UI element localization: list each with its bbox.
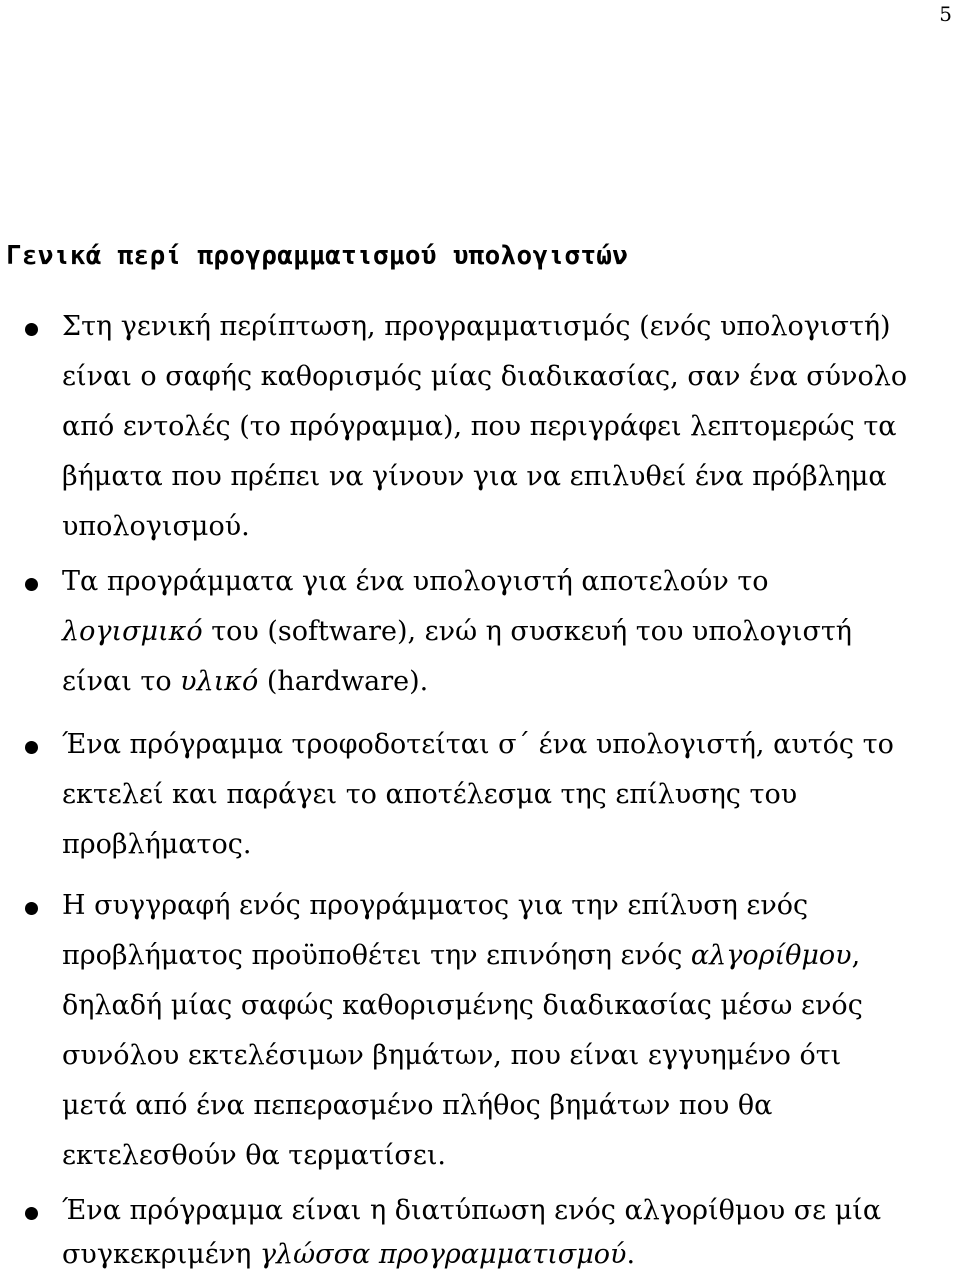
emphasis-algorithm: αλγορίθμου (690, 940, 852, 971)
section-heading: Γενικά περί προγραμματισμού υπολογιστών (6, 241, 629, 271)
bullet-dot-icon (25, 1207, 38, 1220)
bullet-dot-icon (25, 578, 38, 591)
text-line: εκτελεί και παράγει το αποτέλεσμα της επίλυσης του (62, 779, 798, 810)
text-line: μετά από ένα πεπερασμένο πλήθος βημάτων που θα (62, 1090, 773, 1121)
text-line: προβλήματος. (62, 829, 252, 860)
text-line (62, 932, 860, 980)
text-segment: . (626, 1239, 636, 1270)
text-line: Η συγγραφή ενός προγράμματος για την επίλυση ενός (62, 890, 809, 921)
text-line: Ένα πρόγραμμα τροφοδοτείται σ΄ ένα υπολογιστή, αυτός το (62, 729, 894, 760)
text-line (62, 658, 428, 706)
emphasis-hardware: υλικό (180, 666, 259, 697)
text-segment: του (software), ενώ η συσκευή του υπολογιστή (202, 616, 852, 647)
text-line: από εντολές (το πρόγραμμα), που περιγράφει λεπτομερώς τα (62, 411, 897, 442)
text-line: συνόλου εκτελέσιμων βημάτων, που είναι εγγυημένο ότι (62, 1040, 842, 1071)
text-line: Ένα πρόγραμμα είναι η διατύπωση ενός αλγορίθμου σε μία (62, 1195, 882, 1226)
text-line: είναι ο σαφής καθορισμός μίας διαδικασίας, σαν ένα σύνολο (62, 361, 908, 392)
text-segment: (hardware). (258, 666, 429, 697)
text-segment: συγκεκριμένη (62, 1239, 260, 1270)
bullet-dot-icon (25, 323, 38, 336)
text-line: εκτελεσθούν θα τερματίσει. (62, 1140, 446, 1171)
bullet-dot-icon (25, 741, 38, 754)
text-line (62, 608, 852, 656)
text-line: Τα προγράμματα για ένα υπολογιστή αποτελούν το (62, 566, 769, 597)
text-line (62, 1231, 635, 1279)
bullet-dot-icon (25, 902, 38, 915)
emphasis-software: λογισμικό (62, 616, 203, 647)
text-segment: είναι το (62, 666, 181, 697)
text-line: βήματα που πρέπει να γίνουν για να επιλυθεί ένα πρόβλημα (62, 461, 887, 492)
text-line: Στη γενική περίπτωση, προγραμματισμός (ενός υπολογιστή) (62, 311, 891, 342)
text-line: δηλαδή μίας σαφώς καθορισμένης διαδικασίας μέσω ενός (62, 990, 863, 1021)
text-line: υπολογισμού. (62, 511, 250, 542)
emphasis-programming-language: γλώσσα προγραμματισμού (259, 1239, 627, 1270)
page-number: 5 (939, 2, 952, 26)
text-segment: προβλήματος προϋποθέτει την επινόηση ενός (62, 940, 691, 971)
text-segment: , (851, 940, 861, 971)
